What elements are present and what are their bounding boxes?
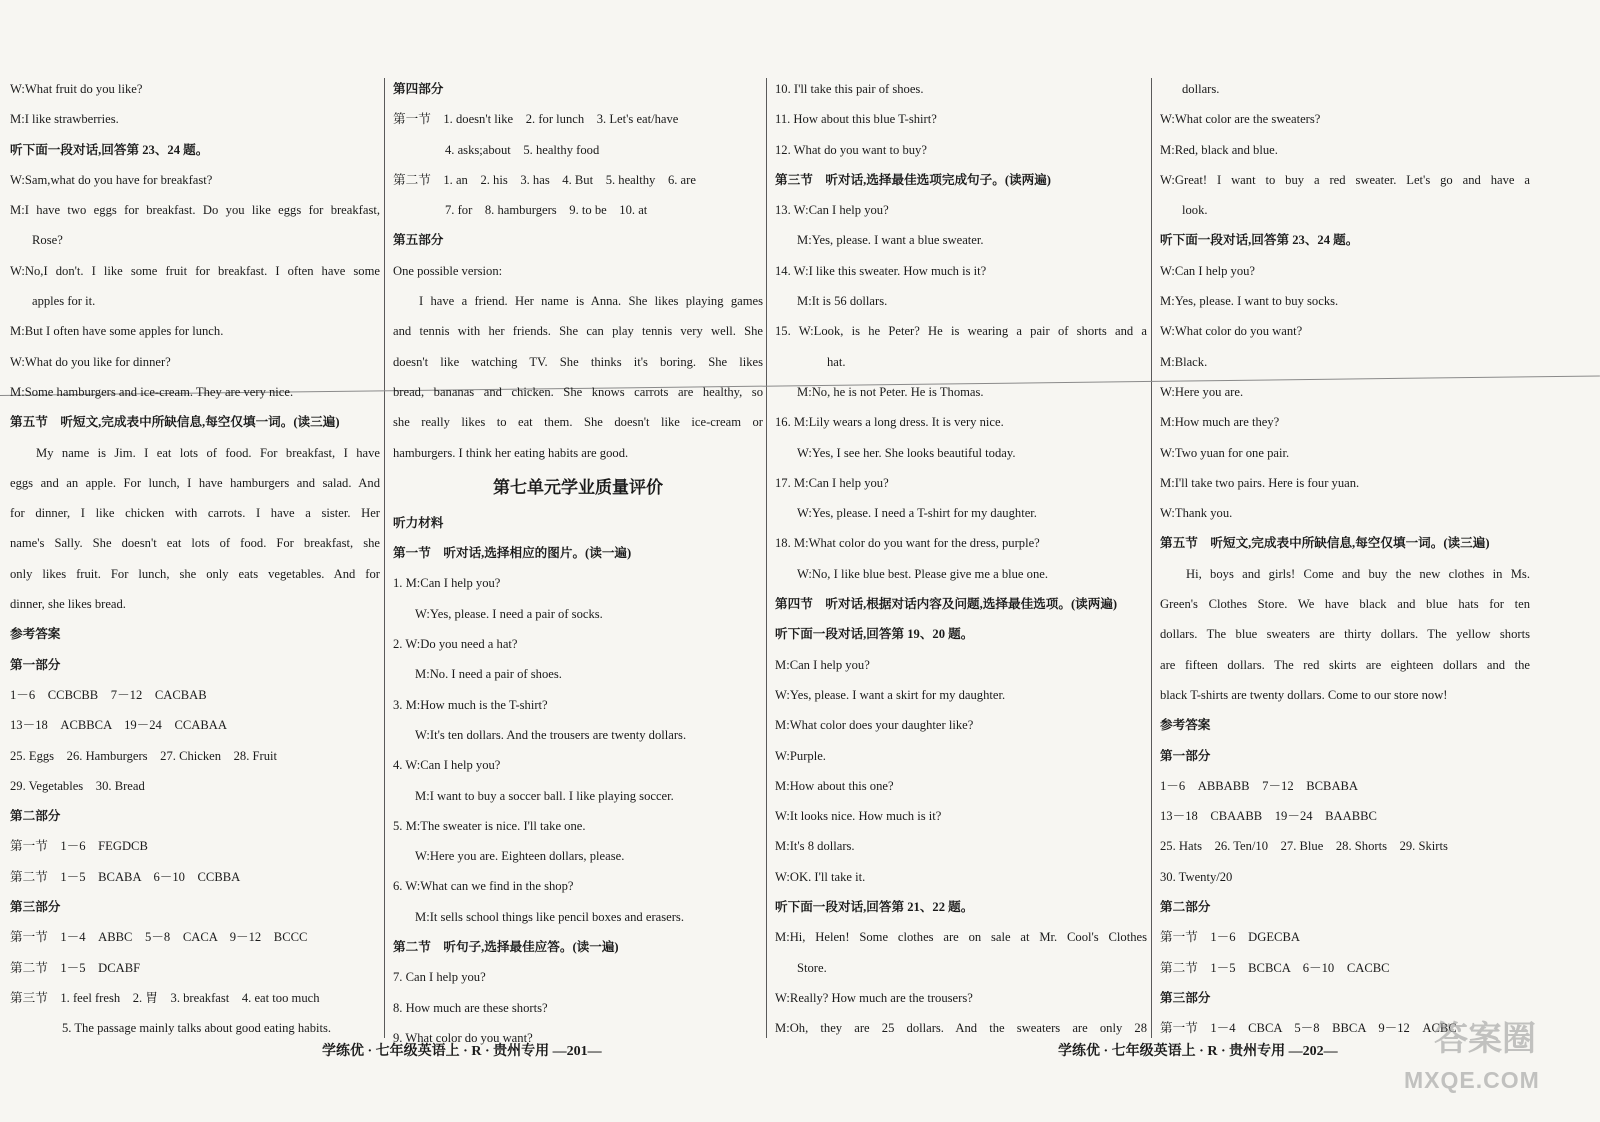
text-line: 3. M:How much is the T-shirt? xyxy=(393,697,548,712)
text-line: 12. What do you want to buy? xyxy=(775,142,927,157)
text-line: Store. xyxy=(797,960,827,975)
text-line: 第一节 1－6 FEGDCB xyxy=(10,839,148,854)
section-heading: 听下面一段对话,回答第 21、22 题。 xyxy=(775,900,974,915)
text-line: W:Yes, please. I want a skirt for my daughter. xyxy=(775,687,1006,702)
text-line: 25. Hats 26. Ten/10 27. Blue 28. Shorts 29. Skirts xyxy=(1160,839,1448,854)
text-line: M:It sells school things like pencil boxes and erasers. xyxy=(415,909,684,924)
text-line: W:What color are the sweaters? xyxy=(1160,112,1321,127)
text-line: she really likes to eat them. She doesn't like ice-cream or xyxy=(393,415,763,430)
section-heading: 第二节 听句子,选择最佳应答。(读一遍) xyxy=(393,940,619,955)
text-line: 25. Eggs 26. Hamburgers 27. Chicken 28. Fruit xyxy=(10,748,278,763)
text-line: W:Yes, I see her. She looks beautiful today. xyxy=(797,445,1016,460)
text-line: W:Yes, please. I need a T-shirt for my daughter. xyxy=(797,506,1037,521)
section-heading: 听力材料 xyxy=(393,515,444,530)
text-line: 7. Can I help you? xyxy=(393,970,486,985)
section-heading: 第三节 听对话,选择最佳选项完成句子。(读两遍) xyxy=(775,172,1052,187)
section-heading: 第四节 听对话,根据对话内容及问题,选择最佳选项。(读两遍) xyxy=(775,597,1118,612)
section-heading: 第一部分 xyxy=(1160,748,1211,763)
section-heading: 参考答案 xyxy=(10,627,61,642)
text-line: dinner, she likes bread. xyxy=(10,597,126,612)
text-line: My name is Jim. I eat lots of food. For breakfast, I have xyxy=(36,445,380,460)
text-line: Hi, boys and girls! Come and buy the new clothes in Ms. xyxy=(1186,566,1530,581)
section-heading: 第二部分 xyxy=(1160,900,1211,915)
text-line: 第一节 1－4 CBCA 5－8 BBCA 9－12 ACBC xyxy=(1160,1021,1457,1036)
text-line: 第二节 1－5 BCABA 6－10 CCBBA xyxy=(10,869,241,884)
text-line: 2. W:Do you need a hat? xyxy=(393,637,518,652)
watermark-text: MXQE.COM xyxy=(1404,1067,1540,1093)
text-line: W:It looks nice. How much is it? xyxy=(775,809,942,824)
text-line: W:No,I don't. I like some fruit for breakfast. I often have some xyxy=(10,263,380,278)
text-line: 17. M:Can I help you? xyxy=(775,475,889,490)
text-line: 1－6 CCBCBB 7－12 CACBAB xyxy=(10,687,207,702)
text-line: W:Thank you. xyxy=(1160,506,1233,521)
text-line: 6. W:What can we find in the shop? xyxy=(393,879,574,894)
text-line: for dinner, I like chicken with carrots. I have a sister. Her xyxy=(10,506,380,521)
page-201-right-column xyxy=(393,74,763,1054)
text-line: apples for it. xyxy=(32,294,96,309)
section-heading: 第五节 听短文,完成表中所缺信息,每空仅填一词。(读三遍) xyxy=(1160,536,1490,551)
text-line: 第二节 1. an 2. his 3. has 4. But 5. healthy 6. are xyxy=(393,172,696,187)
text-line: 13－18 CBAABB 19－24 BAABBC xyxy=(1160,809,1377,824)
text-line: M:Red, black and blue. xyxy=(1160,142,1278,157)
text-line: 4. W:Can I help you? xyxy=(393,758,501,773)
text-line: 4. asks;about 5. healthy food xyxy=(445,142,600,157)
column-divider-left xyxy=(384,78,385,1038)
text-line: W:No, I like blue best. Please give me a blue one. xyxy=(797,566,1048,581)
watermark-logo-icon xyxy=(1430,1008,1550,1064)
svg-text:答案圈: 答案圈 xyxy=(1434,1019,1536,1059)
text-line: 第一节 1－6 DGECBA xyxy=(1160,930,1300,945)
text-line: One possible version: xyxy=(393,263,503,278)
text-line: M:Black. xyxy=(1160,354,1208,369)
text-line: I have a friend. Her name is Anna. She likes playing games xyxy=(419,294,763,309)
text-line: M:What color does your daughter like? xyxy=(775,718,974,733)
text-line: M:No. I need a pair of shoes. xyxy=(415,667,562,682)
watermark xyxy=(1400,1008,1570,1108)
text-line: M:But I often have some apples for lunch. xyxy=(10,324,224,339)
text-line: hat. xyxy=(827,354,846,369)
text-line: black T-shirts are twenty dollars. Come to our store now! xyxy=(1160,687,1448,702)
text-line: 5. M:The sweater is nice. I'll take one. xyxy=(393,818,586,833)
text-line: hamburgers. I think her eating habits are good. xyxy=(393,445,629,460)
section-heading: 听下面一段对话,回答第 19、20 题。 xyxy=(775,627,974,642)
page-201-left-column xyxy=(10,74,380,1054)
text-line: W:It's ten dollars. And the trousers are twenty dollars. xyxy=(415,727,687,742)
text-line: 第一节 1－4 ABBC 5－8 CACA 9－12 BCCC xyxy=(10,930,308,945)
text-line: bread, bananas and chicken. She knows carrots are healthy, so xyxy=(393,384,763,399)
footer-page-201: 学练优 · 七年级英语上 · R · 贵州专用 —201— xyxy=(322,1044,602,1059)
text-line: 18. M:What color do you want for the dress, purple? xyxy=(775,536,1040,551)
text-line: M:I'll take two pairs. Here is four yuan. xyxy=(1160,475,1360,490)
text-line: are fifteen dollars. The red skirts are eighteen dollars and the xyxy=(1160,657,1530,672)
text-line: W:Can I help you? xyxy=(1160,263,1256,278)
text-line: M:Oh, they are 25 dollars. And the sweaters are only 28 xyxy=(775,1021,1147,1036)
text-line: M:I want to buy a soccer ball. I like playing soccer. xyxy=(415,788,674,803)
text-line: M:How about this one? xyxy=(775,778,894,793)
text-line: M:It is 56 dollars. xyxy=(797,294,888,309)
text-line: M:Yes, please. I want a blue sweater. xyxy=(797,233,984,248)
text-line: 29. Vegetables 30. Bread xyxy=(10,778,145,793)
text-line: dollars. The blue sweaters are thirty dollars. The yellow shorts xyxy=(1160,627,1530,642)
text-line: Green's Clothes Store. We have black and blue hats for ten xyxy=(1160,597,1530,612)
section-heading: 第五节 听短文,完成表中所缺信息,每空仅填一词。(读三遍) xyxy=(10,415,340,430)
section-heading: 第五部分 xyxy=(393,233,444,248)
text-line: W:Yes, please. I need a pair of socks. xyxy=(415,606,603,621)
text-line: and tennis with her friends. She can play tennis very well. She xyxy=(393,324,763,339)
text-line: 15. W:Look, is he Peter? He is wearing a pair of shorts and a xyxy=(775,324,1147,339)
section-heading: 第一节 听对话,选择相应的图片。(读一遍) xyxy=(393,546,632,561)
section-heading: 第三部分 xyxy=(10,900,61,915)
text-line: only likes fruit. For lunch, she only eats vegetables. And for xyxy=(10,566,380,581)
text-line: W:What color do you want? xyxy=(1160,324,1303,339)
section-heading: 第四部分 xyxy=(393,82,444,96)
text-line: W:Here you are. Eighteen dollars, please. xyxy=(415,849,625,864)
text-line: W:What fruit do you like? xyxy=(10,82,143,96)
footer-page-202: 学练优 · 七年级英语上 · R · 贵州专用 —202— xyxy=(1058,1044,1338,1059)
text-line: 30. Twenty/20 xyxy=(1160,869,1233,884)
text-line: 第二节 1－5 DCABF xyxy=(10,960,141,975)
text-line: dollars. xyxy=(1182,82,1220,96)
unit-title: 第七单元学业质量评价 xyxy=(493,477,663,497)
text-line: M:I have two eggs for breakfast. Do you like eggs for breakfast, xyxy=(10,203,380,218)
text-line: M:Some hamburgers and ice-cream. They are very nice. xyxy=(10,384,294,399)
text-line: look. xyxy=(1182,203,1208,218)
section-heading: 第三部分 xyxy=(1160,990,1211,1005)
text-line: 13－18 ACBBCA 19－24 CCABAA xyxy=(10,718,227,733)
text-line: 9. What color do you want? xyxy=(393,1030,533,1045)
section-heading: 第一部分 xyxy=(10,657,61,672)
text-line: M:Can I help you? xyxy=(775,657,870,672)
text-line: M:I like strawberries. xyxy=(10,112,119,127)
text-line: W:Sam,what do you have for breakfast? xyxy=(10,172,213,187)
text-line: 10. I'll take this pair of shoes. xyxy=(775,82,924,96)
text-line: 7. for 8. hamburgers 9. to be 10. at xyxy=(445,203,648,218)
page-202-right-column xyxy=(1160,74,1530,1054)
text-line: 14. W:I like this sweater. How much is it? xyxy=(775,263,987,278)
section-heading: 听下面一段对话,回答第 23、24 题。 xyxy=(1160,233,1359,248)
section-heading: 第二部分 xyxy=(10,809,61,824)
text-line: 16. M:Lily wears a long dress. It is very nice. xyxy=(775,415,1004,430)
column-divider-center xyxy=(766,78,767,1038)
text-line: M:Hi, Helen! Some clothes are on sale at Mr. Cool's Clothes xyxy=(775,930,1147,945)
text-line: doesn't like watching TV. She thinks it's boring. She likes xyxy=(393,354,763,369)
section-heading: 听下面一段对话,回答第 23、24 题。 xyxy=(10,142,209,157)
text-line: M:How much are they? xyxy=(1160,415,1280,430)
text-line: M:It's 8 dollars. xyxy=(775,839,855,854)
text-line: Rose? xyxy=(32,233,63,248)
text-line: eggs and an apple. For lunch, I have hamburgers and salad. And xyxy=(10,475,380,490)
text-line: M:No, he is not Peter. He is Thomas. xyxy=(797,384,984,399)
text-line: 1. M:Can I help you? xyxy=(393,576,501,591)
text-line: 11. How about this blue T-shirt? xyxy=(775,112,937,127)
text-line: 1－6 ABBABB 7－12 BCBABA xyxy=(1160,778,1359,793)
text-line: W:Here you are. xyxy=(1160,384,1244,399)
section-heading: 参考答案 xyxy=(1160,718,1211,733)
column-divider-right xyxy=(1151,78,1152,1038)
text-line: 第三节 1. feel fresh 2. 胃 3. breakfast 4. eat too much xyxy=(10,990,320,1005)
text-line: M:Yes, please. I want to buy socks. xyxy=(1160,294,1339,309)
text-line: W:What do you like for dinner? xyxy=(10,354,171,369)
text-line: 第一节 1. doesn't like 2. for lunch 3. Let's eat/have xyxy=(393,112,679,127)
text-line: W:Great! I want to buy a red sweater. Let's go and have a xyxy=(1160,172,1530,187)
text-line: W:Two yuan for one pair. xyxy=(1160,445,1290,460)
text-line: 第二节 1－5 BCBCA 6－10 CACBC xyxy=(1160,960,1390,975)
text-line: 8. How much are these shorts? xyxy=(393,1000,548,1015)
text-line: W:Purple. xyxy=(775,748,826,763)
text-line: W:Really? How much are the trousers? xyxy=(775,990,973,1005)
text-line: name's Sally. She doesn't eat lots of food. For breakfast, she xyxy=(10,536,380,551)
text-line: 13. W:Can I help you? xyxy=(775,203,889,218)
text-line: 5. The passage mainly talks about good eating habits. xyxy=(62,1021,332,1036)
page-202-left-column xyxy=(775,74,1147,1054)
text-line: W:OK. I'll take it. xyxy=(775,869,866,884)
